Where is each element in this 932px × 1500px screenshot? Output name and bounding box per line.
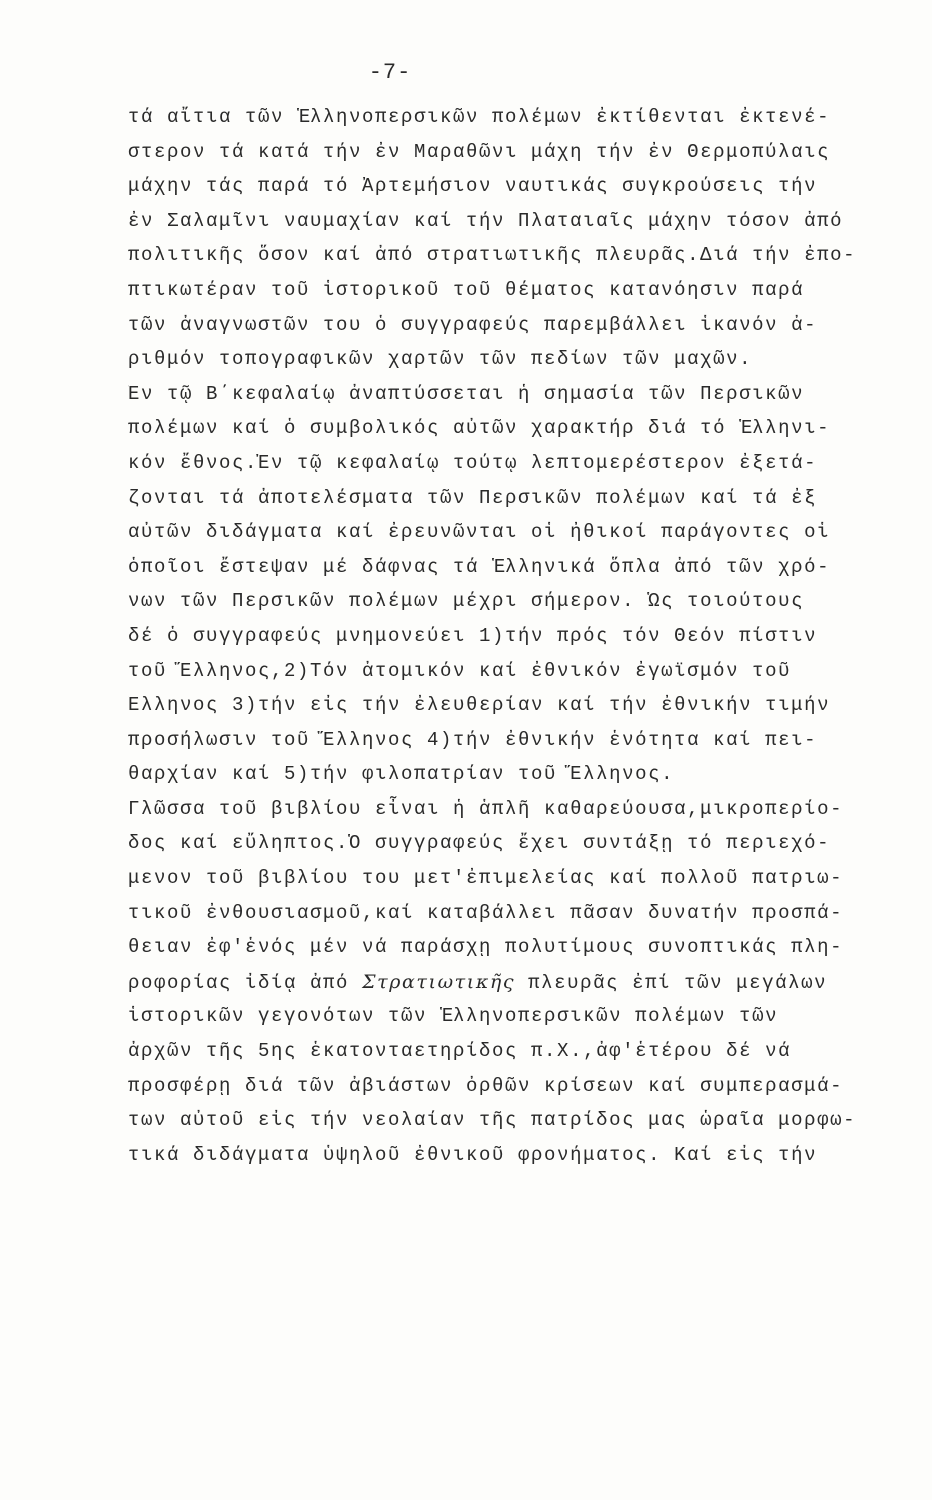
text-line: τικά διδάγματα ὑψηλοῦ ἐθνικοῦ φρονήματος. Καί εἰς τήν: [128, 1143, 818, 1166]
text-line: πτικωτέραν τοῦ ἱστορικοῦ τοῦ θέματος κατανόησιν παρά: [128, 278, 805, 301]
handwritten-insert: Στρατιωτικῆς: [362, 970, 516, 993]
text-line: ἀρχῶν τῆς 5ης ἑκατονταετηρίδος π.Χ.,ἀφ'ἑτέρου δέ νά: [128, 1040, 792, 1063]
text-line: Ἐν τῷ Β΄κεφαλαίῳ ἀναπτύσσεται ἡ σημασία τῶν Περσικῶν: [128, 382, 805, 405]
text-line: τῶν ἀναγνωστῶν του ὁ συγγραφεύς παρεμβάλλει ἱκανόν ἀ-: [128, 313, 818, 336]
text-line: αὐτῶν διδάγματα καί ἐρευνῶνται οἱ ἠθικοί παράγοντες οἱ: [128, 521, 831, 544]
text-line: προσήλωσιν τοῦ Ἕλληνος 4)τήν ἐθνικήν ἑνότητα καί πει-: [128, 728, 818, 751]
text-line: τοῦ Ἕλληνος,2)Τόν ἀτομικόν καί ἐθνικόν ἐγωϊσμόν τοῦ: [128, 659, 792, 682]
text-line: δέ ὁ συγγραφεύς μνημονεύει 1)τήν πρός τόν Θεόν πίστιν: [128, 624, 818, 647]
text-line: θειαν ἐφ'ἑνός μέν νά παράσχῃ πολυτίμους συνοπτικάς πλη-: [128, 936, 844, 959]
text-segment: ροφορίας ἰδίᾳ ἀπό: [128, 971, 350, 994]
page-number: -7-: [368, 60, 412, 85]
text-line: Ἕλληνος 3)τήν εἰς τήν ἐλευθερίαν καί τήν ἐθνικήν τιμήν: [128, 694, 831, 717]
text-line: πολέμων καί ὁ συμβολικός αὐτῶν χαρακτήρ διά τό Ἑλληνι-: [128, 417, 831, 440]
text-line: μάχην τάς παρά τό Ἀρτεμήσιον ναυτικάς συγκρούσεις τήν: [128, 175, 818, 198]
text-line: τά αἴτια τῶν Ἑλληνοπερσικῶν πολέμων ἐκτίθενται ἐκτενέ-: [128, 106, 831, 128]
text-line: [128, 965, 888, 1000]
body-text: [128, 100, 888, 1172]
text-line: κόν ἔθνος.Ἐν τῷ κεφαλαίῳ τούτῳ λεπτομερέστερον ἐξετά-: [128, 451, 818, 474]
text-line: ζονται τά ἀποτελέσματα τῶν Περσικῶν πολέμων καί τά ἐξ: [128, 486, 818, 509]
text-line: ριθμόν τοπογραφικῶν χαρτῶν τῶν πεδίων τῶν μαχῶν.: [128, 348, 753, 371]
text-line: θαρχίαν καί 5)τήν φιλοπατρίαν τοῦ Ἕλληνος.: [128, 763, 675, 786]
text-line: νων τῶν Περσικῶν πολέμων μέχρι σήμερον. Ὡς τοιούτους: [128, 590, 805, 613]
text-line: ὁποῖοι ἔστεψαν μέ δάφνας τά Ἑλληνικά ὅπλα ἀπό τῶν χρό-: [128, 555, 831, 578]
text-line: δος καί εὔληπτος.Ὁ συγγραφεύς ἔχει συντάξῃ τό περιεχό-: [128, 832, 831, 855]
text-line: ἐν Σαλαμῖνι ναυμαχίαν καί τήν Πλαταιαῖς μάχην τόσον ἀπό: [128, 209, 844, 232]
text-line: πολιτικῆς ὅσον καί ἀπό στρατιωτικῆς πλευρᾶς.Διά τήν ἐπο-: [128, 244, 857, 267]
text-line: τικοῦ ἐνθουσιασμοῦ,καί καταβάλλει πᾶσαν δυνατήν προσπά-: [128, 901, 844, 924]
text-line: ἱστορικῶν γεγονότων τῶν Ἑλληνοπερσικῶν πολέμων τῶν: [128, 1005, 779, 1028]
text-line: προσφέρῃ διά τῶν ἀβιάστων ὀρθῶν κρίσεων καί συμπερασμά-: [128, 1074, 844, 1097]
text-line: των αὐτοῦ εἰς τήν νεολαίαν τῆς πατρίδος μας ὡραῖα μορφω-: [128, 1109, 857, 1132]
text-segment: πλευρᾶς ἐπί τῶν μεγάλων: [528, 971, 828, 994]
text-line: μενον τοῦ βιβλίου του μετ'ἐπιμελείας καί πολλοῦ πατριω-: [128, 867, 844, 890]
text-line: στερον τά κατά τήν ἐν Μαραθῶνι μάχη τήν ἐν Θερμοπύλαις: [128, 140, 831, 163]
text-line: Γλῶσσα τοῦ βιβλίου εἶναι ἡ ἁπλῆ καθαρεύουσα,μικροπερίο-: [128, 797, 844, 820]
